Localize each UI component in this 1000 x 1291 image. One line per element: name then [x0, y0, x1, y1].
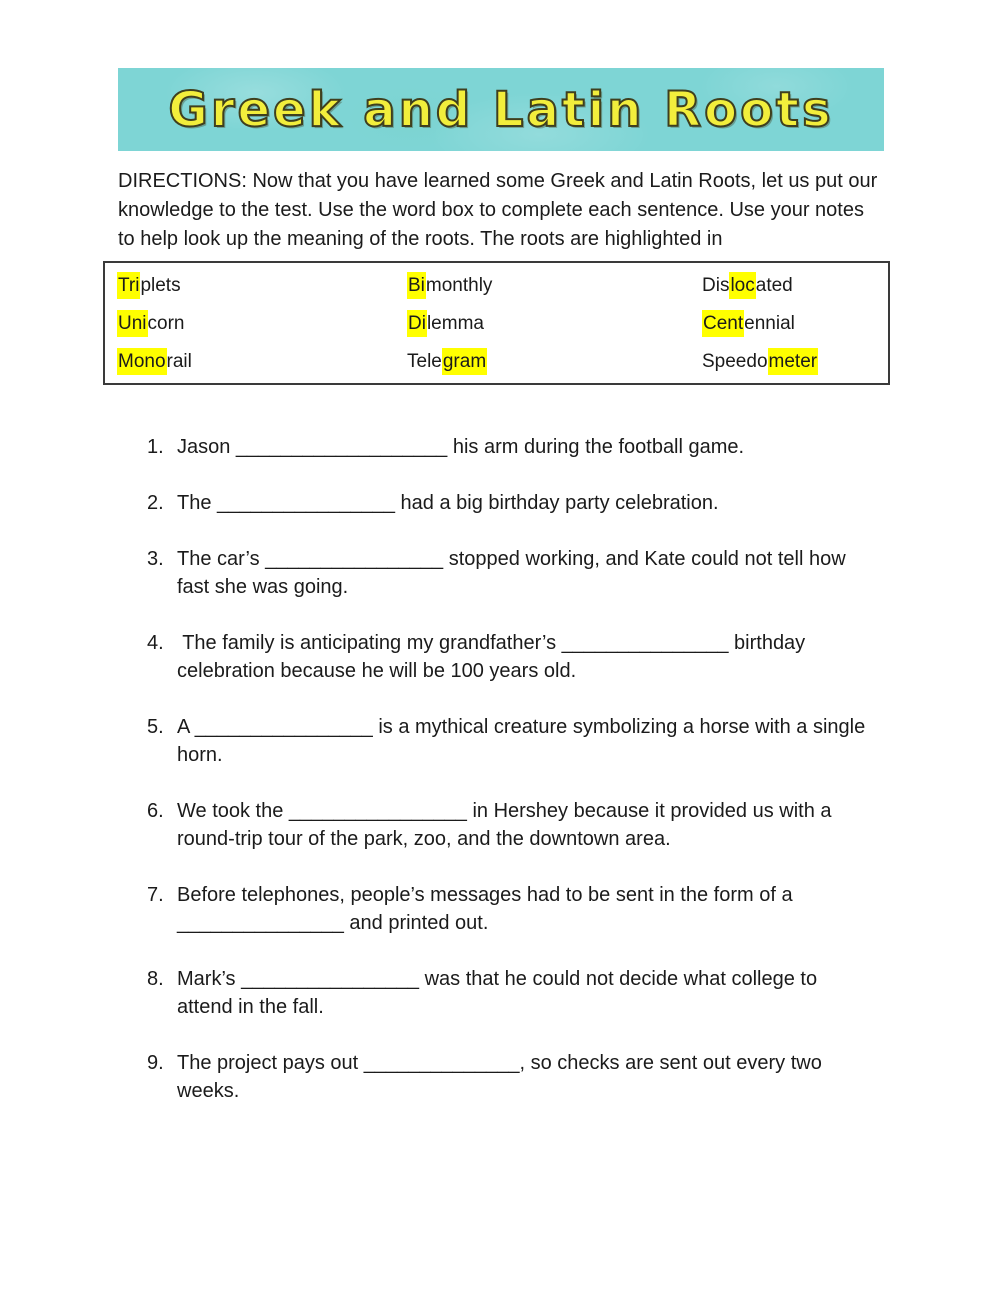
highlighted-root: Mono: [117, 348, 167, 375]
word-box: [103, 261, 890, 385]
question-text: [177, 489, 719, 517]
question-text: [177, 629, 805, 685]
question-text: [177, 797, 832, 853]
highlighted-root: gram: [442, 348, 487, 375]
word-box-word: Telegram: [407, 351, 702, 373]
question-item: [147, 433, 1000, 461]
question-line: Jason ___________________ his arm during the football game.: [177, 436, 745, 458]
word-box-row: [117, 305, 888, 343]
question-line: Mark’s ________________ was that he could not decide what college to: [177, 968, 818, 990]
question-number: 2.: [147, 492, 164, 514]
word-box-word: Unicorn: [117, 313, 407, 335]
highlighted-root: Tri: [117, 272, 140, 299]
directions-text: DIRECTIONS: Now that you have learned some Greek and Latin Roots, let us put our knowledge to the test. Use the word box to complete each sentence. Use your notes to help look up the meaning of the roots. The roots are highlighted in: [118, 170, 878, 250]
question-item: [147, 545, 1000, 601]
word-box-row: [117, 267, 888, 305]
question-line: attend in the fall.: [177, 996, 324, 1018]
question-line: celebration because he will be 100 years old.: [177, 660, 577, 682]
question-line: The ________________ had a big birthday party celebration.: [177, 492, 719, 514]
question-line: The family is anticipating my grandfather’s _______________ birthday: [177, 632, 806, 654]
question-item: [147, 489, 1000, 517]
question-line: round-trip tour of the park, zoo, and the downtown area.: [177, 828, 671, 850]
question-number: 8.: [147, 968, 164, 990]
highlighted-root: loc: [729, 272, 755, 299]
question-text: [177, 545, 846, 601]
word-box-row: [117, 343, 888, 381]
question-line: weeks.: [177, 1080, 240, 1102]
question-text: [177, 881, 793, 937]
word-box-word: Monorail: [117, 351, 407, 373]
question-text: [177, 1049, 822, 1105]
highlighted-root: meter: [768, 348, 819, 375]
question-number: 1.: [147, 436, 164, 458]
word-box-word: Triplets: [117, 275, 407, 297]
question-number: 3.: [147, 548, 164, 570]
question-item: [147, 797, 1000, 853]
question-item: [147, 965, 1000, 1021]
question-line: The car’s ________________ stopped working, and Kate could not tell how: [177, 548, 846, 570]
question-text: [177, 713, 865, 769]
question-item: [147, 881, 1000, 937]
question-line: We took the ________________ in Hershey because it provided us with a: [177, 800, 832, 822]
question-number: 5.: [147, 716, 164, 738]
highlighted-root: Bi: [407, 272, 426, 299]
question-line: horn.: [177, 744, 223, 766]
highlighted-root: Di: [407, 310, 427, 337]
question-line: fast she was going.: [177, 576, 349, 598]
question-list: [147, 433, 1000, 1105]
question-number: 4.: [147, 632, 164, 654]
question-item: [147, 1049, 1000, 1105]
page-title: Greek and Latin Roots: [168, 81, 834, 138]
question-line: Before telephones, people’s messages had to be sent in the form of a: [177, 884, 793, 906]
question-item: [147, 629, 1000, 685]
question-number: 6.: [147, 800, 164, 822]
word-box-word: Speedometer: [702, 351, 888, 373]
question-item: [147, 713, 1000, 769]
question-number: 7.: [147, 884, 164, 906]
word-box-word: Dislocated: [702, 275, 888, 297]
word-box-word: Centennial: [702, 313, 888, 335]
question-number: 9.: [147, 1052, 164, 1074]
highlighted-root: Uni: [117, 310, 148, 337]
word-box-word: Bimonthly: [407, 275, 702, 297]
question-line: _______________ and printed out.: [177, 912, 489, 934]
question-text: [177, 433, 744, 461]
question-line: A ________________ is a mythical creature symbolizing a horse with a single: [177, 716, 866, 738]
highlighted-root: Cent: [702, 310, 744, 337]
question-line: The project pays out ______________, so checks are sent out every two: [177, 1052, 822, 1074]
word-box-word: Dilemma: [407, 313, 702, 335]
title-banner: [118, 68, 884, 151]
question-text: [177, 965, 817, 1021]
